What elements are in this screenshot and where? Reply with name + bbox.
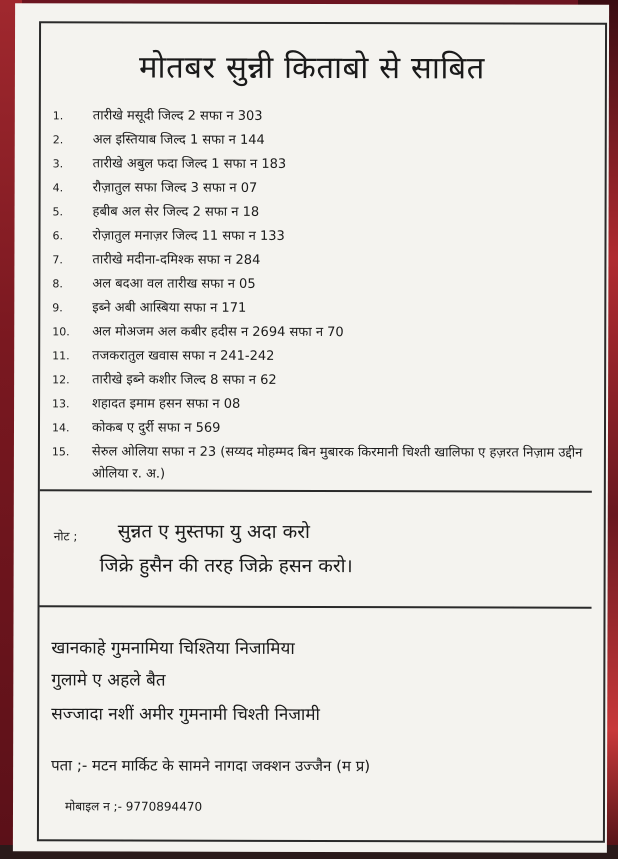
signature-line-1: खानकाहे गुमनामिया चिश्तिया निजामिया [51, 638, 295, 659]
note-label: नोट ; [53, 529, 78, 544]
list-item-text: कोकब ए दुर्री सफा न 569 [91, 420, 221, 436]
list-item-text: अल इस्तियाब जिल्द 1 सफा न 144 [92, 132, 265, 148]
list-item-number: 9. [52, 301, 63, 315]
list-item [50, 225, 590, 250]
list-item [50, 273, 590, 298]
list-item-text: तारीखे इब्ने कशीर जिल्द 8 सफा न 62 [92, 372, 277, 388]
list-item-text: अल बदआ वल तारीख सफा न 05 [92, 276, 256, 292]
list-item-text: तारीखे मसूदी जिल्द 2 सफा न 303 [92, 108, 263, 124]
signature-line-3: सज्जादा नशीं अमीर गुमनामी चिश्ती निजामी [51, 704, 320, 726]
list-item [50, 441, 590, 486]
list-item-text: सेरुल ओलिया सफा न 23 (सय्यद मोहम्मद बिन मुबारक किरमानी चिश्ती खालिफा ए हज़रत निज़ाम उद्दीन ओलिया र. अ.) [91, 444, 583, 482]
list-item-number: 14. [51, 421, 70, 435]
list-item [51, 105, 591, 130]
list-item-number: 5. [52, 205, 64, 219]
list-item [51, 201, 591, 226]
signature-line-2: गुलामे ए अहले बैत [51, 670, 166, 691]
list-item [50, 345, 590, 370]
note-line-1: सुन्नत ए मुस्तफा यु अदा करो [117, 520, 310, 543]
list-item-number: 13. [52, 397, 70, 411]
list-item-text: तारीखे मदीना-दमिश्क सफा न 284 [92, 252, 261, 268]
list-item [50, 249, 590, 274]
page-title: मोतबर सुन्नी किताबो से साबित [138, 49, 485, 87]
address: पता ;- मटन मार्किट के सामने नागदा जक्शन उज्जैन (म प्र) [51, 756, 371, 776]
list-item [50, 369, 590, 394]
list-item-text: तारीखे अबुल फदा जिल्द 1 सफा न 183 [92, 156, 287, 172]
list-item-number: 8. [52, 277, 63, 291]
list-item-number: 7. [52, 253, 63, 267]
list-item-text: रौज़ातुल सफा जिल्द 3 सफा न 07 [92, 180, 258, 196]
mobile-number: मोबाइल न ;- 9770894470 [64, 799, 203, 814]
list-item-number: 12. [52, 373, 70, 387]
list-item [51, 153, 591, 178]
list-item-number: 11. [52, 349, 70, 363]
list-item-number: 2. [52, 133, 64, 147]
list-item-number: 6. [52, 229, 64, 243]
list-item-text: शहादत इमाम हसन सफा न 08 [92, 396, 241, 412]
list-item [50, 297, 590, 322]
reference-list [50, 105, 591, 486]
list-item-number: 15. [51, 445, 70, 459]
list-item-text: तजकरातुल खवास सफा न 241-242 [92, 348, 275, 364]
paper-sheet [13, 3, 609, 853]
list-item [51, 129, 591, 154]
list-item [50, 321, 590, 346]
list-item-number: 3. [52, 157, 64, 171]
list-item-text: इब्ने अबी आस्बिया सफा न 171 [92, 300, 247, 316]
list-item [51, 177, 591, 202]
list-item-number: 4. [52, 181, 64, 195]
list-item [50, 417, 590, 442]
note-line-2: जिक्रे हुसैन की तरह जिक्रे हसन करो। [99, 554, 353, 578]
list-item [50, 393, 590, 418]
list-item-number: 1. [52, 109, 64, 123]
list-item-text: अल मोअजम अल कबीर हदीस न 2694 सफा न 70 [92, 324, 344, 341]
list-item-number: 10. [52, 325, 70, 339]
list-item-text: हबीब अल सेर जिल्द 2 सफा न 18 [92, 204, 260, 220]
list-item-text: रोज़ातुल मनाज़र जिल्द 11 सफा न 133 [92, 228, 285, 244]
